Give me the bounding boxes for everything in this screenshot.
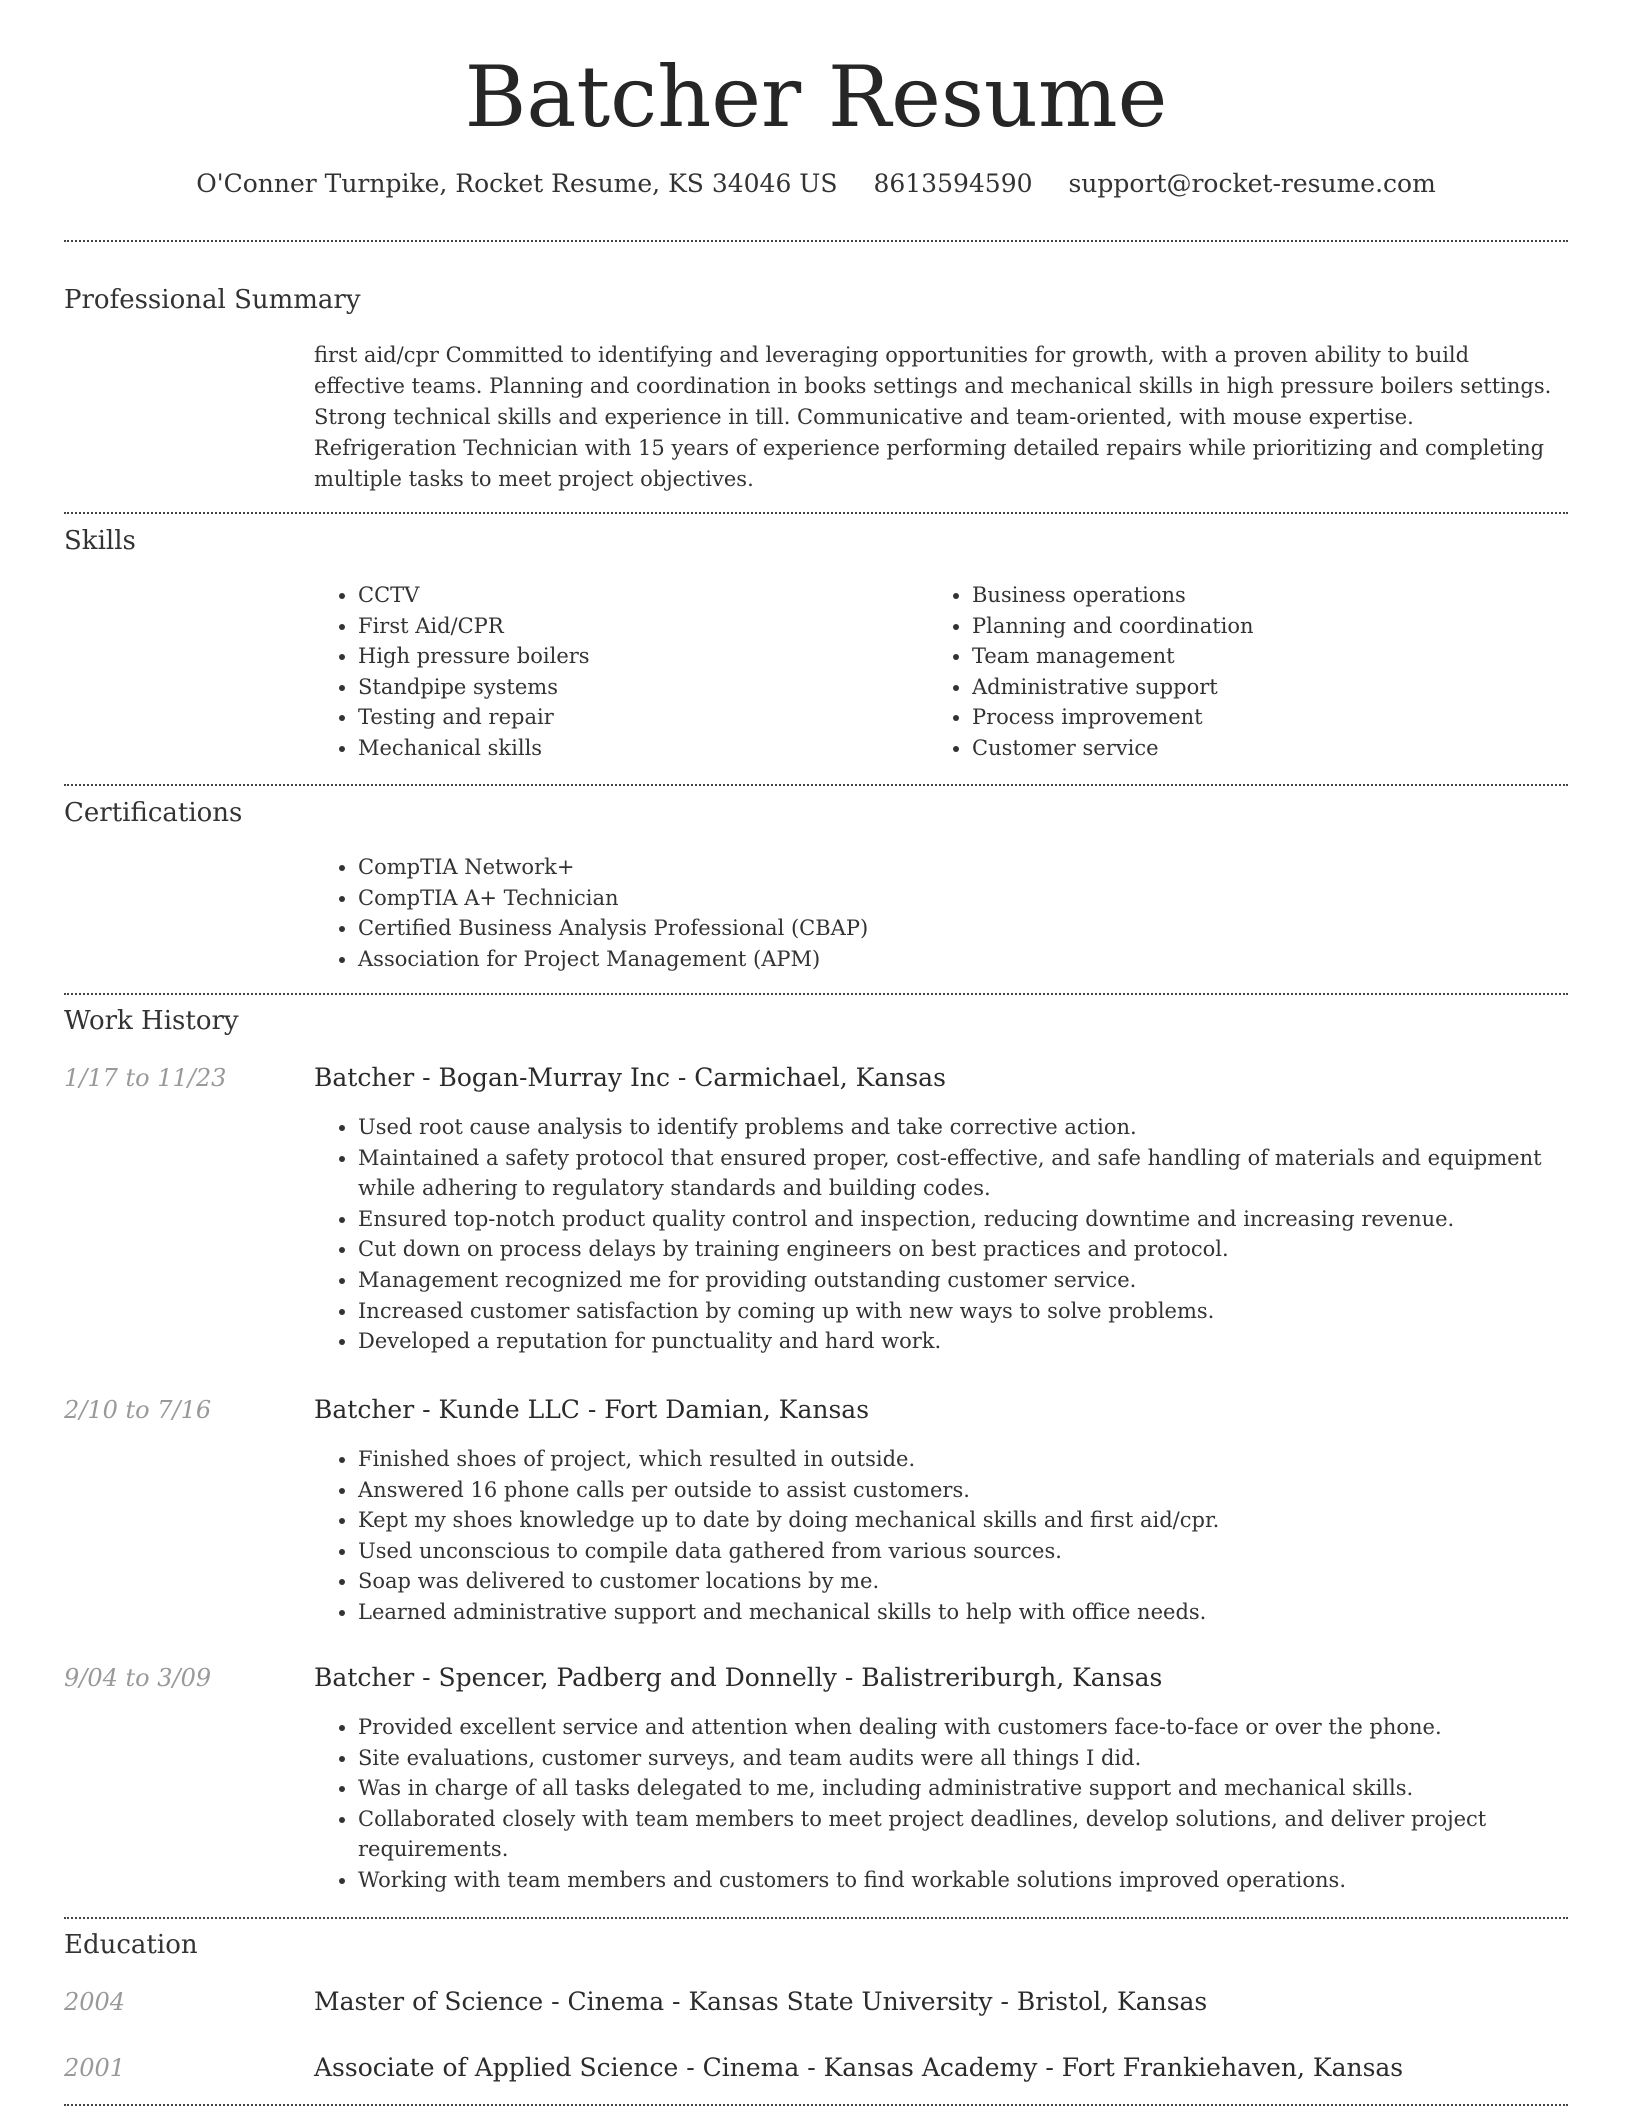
job-bullet: • Used unconscious to compile data gathered from various sources. bbox=[358, 1536, 1598, 1567]
job-bullet: • Management recognized me for providing outstanding customer service. bbox=[358, 1265, 1598, 1296]
section-title-education: Education bbox=[64, 1930, 198, 1960]
divider bbox=[64, 240, 1568, 242]
resume-name: Batcher Resume bbox=[464, 48, 1168, 146]
skill-item: • CCTV bbox=[358, 580, 918, 611]
certifications-list bbox=[314, 852, 1598, 974]
certification-item: • Certified Business Analysis Professional (CBAP) bbox=[358, 913, 1598, 944]
skill-item: • Testing and repair bbox=[358, 702, 918, 733]
job-bullet: • Cut down on process delays by training engineers on best practices and protocol. bbox=[358, 1234, 1598, 1265]
job-bullet: • Working with team members and customers to find workable solutions improved operations. bbox=[358, 1865, 1598, 1896]
job-title: Batcher - Kunde LLC - Fort Damian, Kansas bbox=[314, 1395, 870, 1424]
skill-item: • Business operations bbox=[972, 580, 1592, 611]
divider bbox=[64, 1917, 1568, 1919]
education-degree: Master of Science - Cinema - Kansas State University - Bristol, Kansas bbox=[314, 1987, 1208, 2016]
education-degree: Associate of Applied Science - Cinema - Kansas Academy - Fort Frankiehaven, Kansas bbox=[314, 2053, 1404, 2082]
job-bullet: • Provided excellent service and attention when dealing with customers face-to-face or over the phone. bbox=[358, 1712, 1598, 1743]
skill-item: • High pressure boilers bbox=[358, 641, 918, 672]
job-bullet: • Finished shoes of project, which resulted in outside. bbox=[358, 1444, 1598, 1475]
education-year: 2004 bbox=[64, 1988, 126, 2016]
skill-item: • Team management bbox=[972, 641, 1592, 672]
job-bullet: • Increased customer satisfaction by coming up with new ways to solve problems. bbox=[358, 1296, 1598, 1327]
job-bullet: • Site evaluations, customer surveys, and team audits were all things I did. bbox=[358, 1743, 1598, 1774]
job-bullets bbox=[314, 1712, 1598, 1896]
job-bullet: • Maintained a safety protocol that ensured proper, cost-effective, and safe handling of materials and equipment while adhering to regulatory standards and building codes. bbox=[358, 1143, 1598, 1204]
section-title-summary: Professional Summary bbox=[64, 285, 361, 315]
skill-item: • First Aid/CPR bbox=[358, 611, 918, 642]
skill-item: • Planning and coordination bbox=[972, 611, 1592, 642]
job-dates: 2/10 to 7/16 bbox=[64, 1396, 212, 1424]
skills-list-left bbox=[314, 580, 918, 764]
job-bullet: • Was in charge of all tasks delegated to me, including administrative support and mechanical skills. bbox=[358, 1773, 1598, 1804]
job-bullet: • Collaborated closely with team members to meet project deadlines, develop solutions, and deliver project requirements. bbox=[358, 1804, 1598, 1865]
divider bbox=[64, 993, 1568, 995]
job-bullets bbox=[314, 1112, 1598, 1357]
certification-item: • Association for Project Management (APM) bbox=[358, 944, 1598, 975]
education-year: 2001 bbox=[64, 2054, 126, 2082]
skills-list-right bbox=[928, 580, 1592, 764]
skill-item: • Customer service bbox=[972, 733, 1592, 764]
job-bullet: • Developed a reputation for punctuality and hard work. bbox=[358, 1326, 1598, 1357]
certification-item: • CompTIA A+ Technician bbox=[358, 883, 1598, 914]
job-dates: 9/04 to 3/09 bbox=[64, 1664, 212, 1692]
contact-line bbox=[0, 168, 1632, 200]
job-bullet: • Learned administrative support and mechanical skills to help with office needs. bbox=[358, 1597, 1598, 1628]
skill-item: • Mechanical skills bbox=[358, 733, 918, 764]
skill-item: • Standpipe systems bbox=[358, 672, 918, 703]
divider bbox=[64, 512, 1568, 514]
contact-address: O'Conner Turnpike, Rocket Resume, KS 34046 US bbox=[196, 169, 838, 198]
divider bbox=[64, 784, 1568, 786]
section-title-work-history: Work History bbox=[64, 1006, 239, 1036]
job-dates: 1/17 to 11/23 bbox=[64, 1064, 227, 1092]
job-bullet: • Soap was delivered to customer locations by me. bbox=[358, 1566, 1598, 1597]
job-title: Batcher - Bogan-Murray Inc - Carmichael, Kansas bbox=[314, 1063, 946, 1092]
section-title-certifications: Certifications bbox=[64, 798, 243, 828]
skill-item: • Administrative support bbox=[972, 672, 1592, 703]
section-title-skills: Skills bbox=[64, 526, 136, 556]
contact-email: support@rocket-resume.com bbox=[1068, 169, 1436, 198]
skill-item: • Process improvement bbox=[972, 702, 1592, 733]
summary-text: first aid/cpr Committed to identifying and leveraging opportunities for growth, with a proven ability to build effective teams. Planning and coordination in books settings and mechanical skills in high pressure boilers settings. Strong technical skills and experience in till. Communicative and team-oriented, with mouse expertise. Refrigeration Technician with 15 years of experience performing detailed repairs while prioritizing and completing multiple tasks to meet project objectives. bbox=[314, 343, 1552, 491]
job-bullet: • Used root cause analysis to identify problems and take corrective action. bbox=[358, 1112, 1598, 1143]
job-bullet: • Kept my shoes knowledge up to date by doing mechanical skills and first aid/cpr. bbox=[358, 1505, 1598, 1536]
job-bullets bbox=[314, 1444, 1598, 1628]
job-bullet: • Ensured top-notch product quality control and inspection, reducing downtime and increasing revenue. bbox=[358, 1204, 1598, 1235]
divider bbox=[64, 2104, 1568, 2106]
job-bullet: • Answered 16 phone calls per outside to assist customers. bbox=[358, 1475, 1598, 1506]
contact-phone: 8613594590 bbox=[873, 169, 1033, 198]
certification-item: • CompTIA Network+ bbox=[358, 852, 1598, 883]
job-title: Batcher - Spencer, Padberg and Donnelly - Balistreriburgh, Kansas bbox=[314, 1663, 1163, 1692]
